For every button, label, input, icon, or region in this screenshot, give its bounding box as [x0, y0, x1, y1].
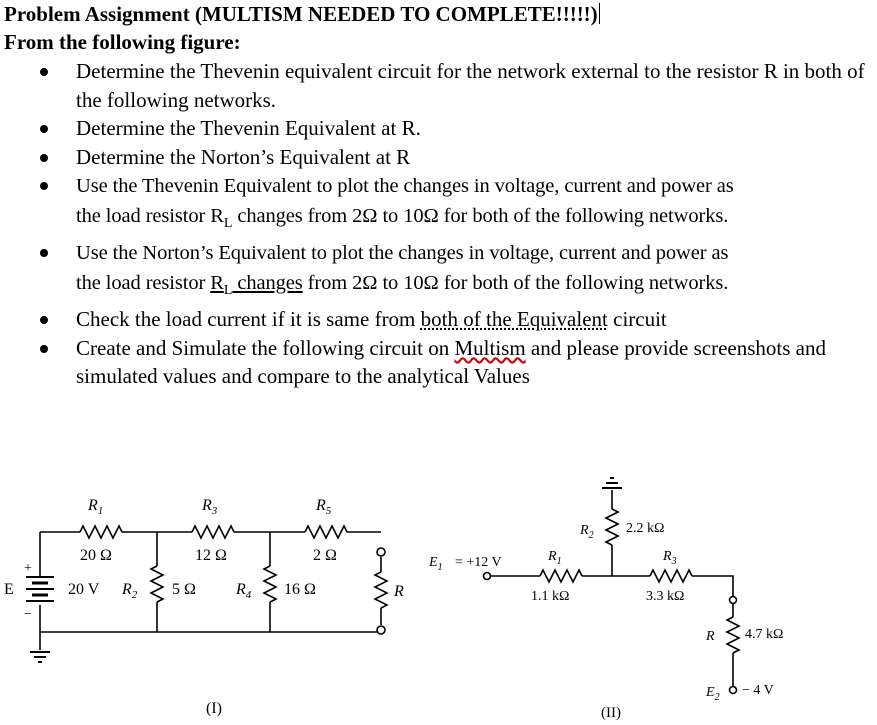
r5-value: 2 Ω — [313, 547, 337, 564]
resistor-r5 — [305, 526, 347, 538]
task-item: Use the Thevenin Equivalent to plot the changes in voltage, current and power as the load resistor $R_L$ changes from 2Ω to 10Ω for both of the following networks. — [0, 171, 877, 238]
r1-ii-value: 1.1 kΩ — [531, 589, 570, 604]
circuit-1-caption: (I) — [206, 700, 222, 717]
task-item: Check the load current if it is same from both of the Equivalent circuit — [0, 305, 877, 334]
resistor-r2-ii — [606, 509, 618, 545]
source-e-value: 20 V — [68, 581, 100, 598]
resistor-r3 — [192, 526, 234, 538]
r2-value: 5 Ω — [172, 581, 196, 598]
plus-sign: + — [24, 561, 32, 576]
task-item: Determine the Thevenin Equivalent at R. — [0, 114, 877, 143]
task-item: Determine the Norton’s Equivalent at R — [0, 143, 877, 172]
r1-value: 20 Ω — [80, 547, 112, 564]
r3-value: 12 Ω — [195, 547, 227, 564]
resistor-r3-ii — [650, 570, 692, 582]
r2-ii-value: 2.2 kΩ — [626, 521, 665, 536]
assignment-subtitle: From the following figure: — [4, 30, 241, 54]
load-r-ii-value: 4.7 kΩ — [745, 627, 784, 642]
resistor-r1 — [80, 526, 122, 538]
battery-e — [26, 577, 54, 601]
ground-symbol-1 — [30, 652, 50, 662]
r3-ii-label: $R_3$ — [663, 549, 677, 567]
circuit-2-wiring — [487, 490, 739, 686]
task-item: Create and Simulate the following circuit on Multism and please provide screenshots and simulated values and compare to the analytical Values — [0, 334, 877, 391]
e1-value: = +12 V — [455, 555, 502, 570]
r4-value: 16 Ω — [284, 581, 316, 598]
e1-label: $E_1$ — [429, 555, 443, 573]
r4-label: $R_4$ — [236, 581, 252, 601]
r3-ii-value: 3.3 kΩ — [646, 589, 685, 604]
source-e-label: E — [4, 581, 14, 598]
resistor-r-load-2 — [727, 617, 739, 653]
resistor-r4 — [264, 566, 276, 602]
load-r-ii-label: R — [706, 629, 715, 644]
load-r-label: R — [394, 583, 404, 600]
r2-ii-label: $R_2$ — [580, 523, 594, 541]
e2-label: $E_2$ — [706, 685, 720, 703]
resistor-r1-ii — [540, 570, 582, 582]
r3-label: $R_3$ — [202, 497, 218, 517]
r1-label: $R_1$ — [88, 497, 104, 517]
r1-ii-label: $R_1$ — [548, 549, 562, 567]
minus-sign: − — [24, 607, 32, 622]
circuit-2-caption: (II) — [601, 705, 621, 721]
resistor-r2 — [151, 566, 163, 602]
task-item: Use the Norton’s Equivalent to plot the changes in voltage, current and power as the load resistor $R_L$ changes from 2Ω to 10Ω for both of the following networks. — [0, 238, 877, 305]
assignment-title: Problem Assignment (MULTISM NEEDED TO COMPLETE!!!!!) — [4, 2, 598, 26]
e2-value: − 4 V — [742, 683, 774, 698]
r5-label: $R_5$ — [316, 497, 332, 517]
resistor-r-load-1 — [375, 572, 387, 608]
ground-symbol-2 — [602, 478, 622, 488]
task-item: Determine the Thevenin equivalent circuit for the network external to the resistor R in both of the following networks. — [0, 57, 877, 114]
r2-label: $R_2$ — [122, 581, 138, 601]
